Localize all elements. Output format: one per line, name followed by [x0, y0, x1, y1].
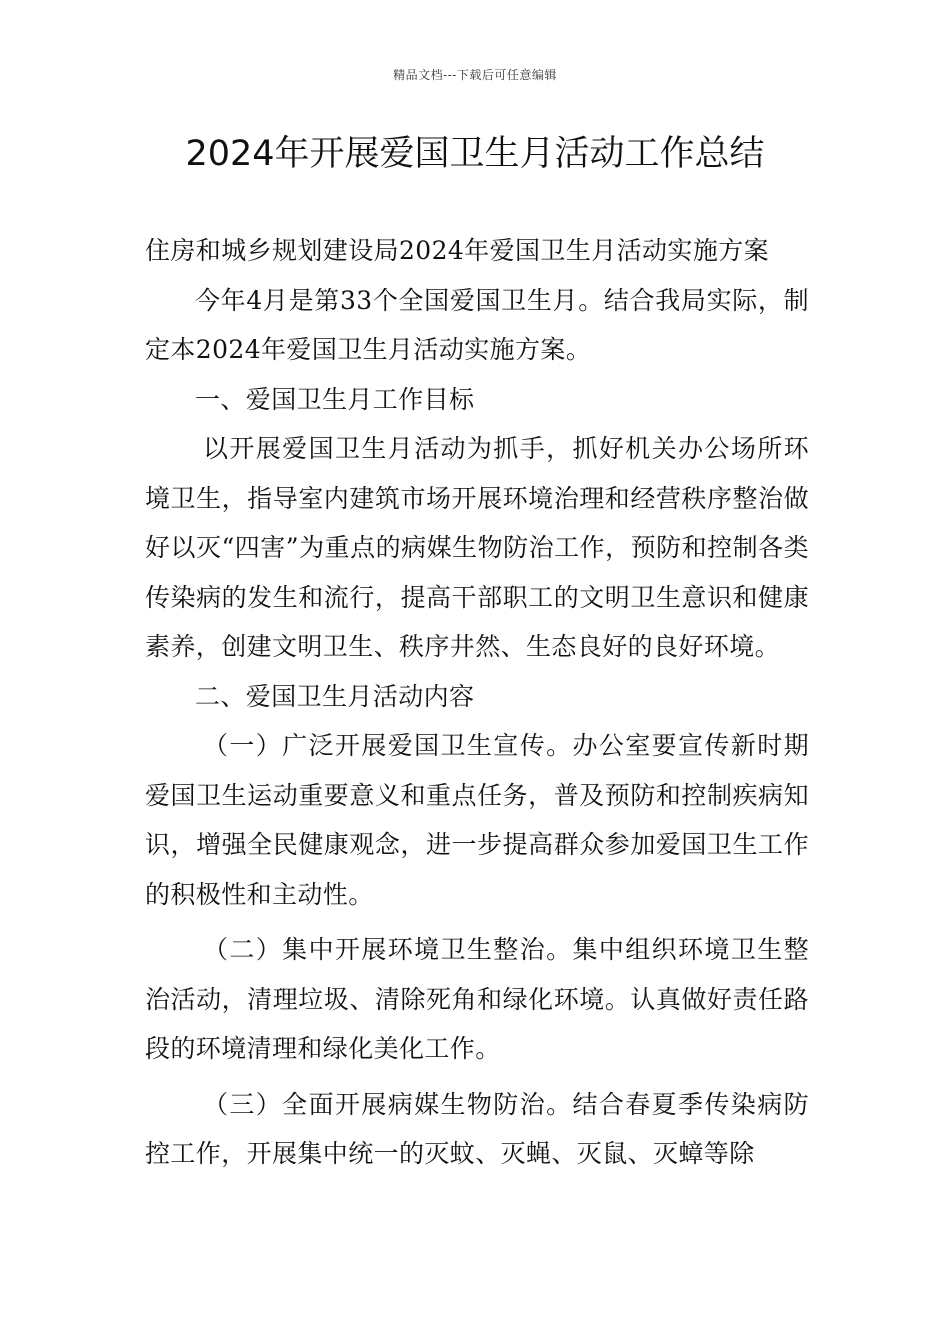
- section-1-paragraph: 以开展爱国卫生月活动为抓手，抓好机关办公场所环境卫生，指导室内建筑市场开展环境治理和经营秩序整治做好以灭“四害”为重点的病媒生物防治工作，预防和控制各类传染病的发生和流行，提高干部职工的文明卫生意识和健康素养，创建文明卫生、秩序井然、生态良好的良好环境。: [145, 434, 809, 661]
- item-2-paragraph: （二）集中开展环境卫生整治。集中组织环境卫生整治活动，清理垃圾、清除死角和绿化环境。认真做好责任路段的环境清理和绿化美化工作。: [145, 935, 809, 1063]
- header-note: 精品文档---下载后可任意编辑: [393, 68, 557, 82]
- intro-paragraph: 今年4月是第33个全国爱国卫生月。结合我局实际，制定本2024年爱国卫生月活动实施方案。: [145, 285, 809, 364]
- section-2-heading: 二、爱国卫生月活动内容: [195, 681, 475, 711]
- item-3-paragraph: （三）全面开展病媒生物防治。结合春夏季传染病防控工作，开展集中统一的灭蚊、灭蝇、灭鼠、灭蟑等除: [145, 1089, 809, 1168]
- plan-name-line: 住房和城乡规划建设局2024年爱国卫生月活动实施方案: [145, 236, 770, 265]
- section-1-heading: 一、爱国卫生月工作目标: [195, 384, 475, 414]
- document-body: [145, 226, 809, 1179]
- item-1-paragraph: （一）广泛开展爱国卫生宣传。办公室要宣传新时期爱国卫生运动重要意义和重点任务，普及预防和控制疾病知识，增强全民健康观念，进一步提高群众参加爱国卫生工作的积极性和主动性。: [145, 731, 809, 909]
- document-title: 2024年开展爱国卫生月活动工作总结: [185, 134, 765, 174]
